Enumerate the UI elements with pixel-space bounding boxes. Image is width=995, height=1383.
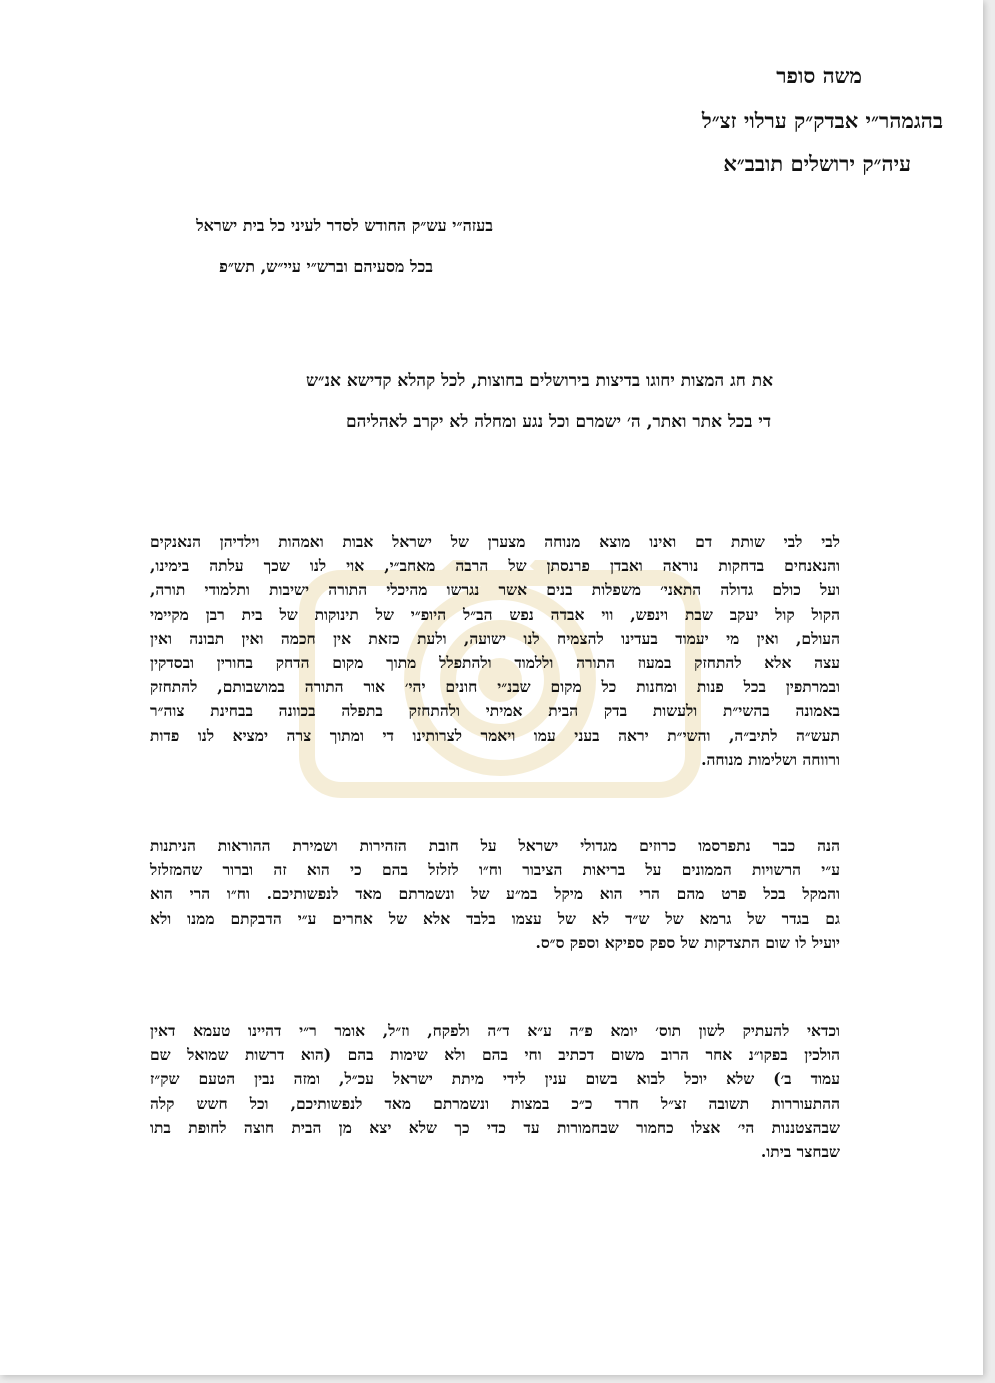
paragraph-line: ע״י הרשויות הממונים על בריאות הציבור וח״ו לזלזל בהם כי הוא זה וברור שהמזלזל	[150, 860, 840, 880]
paragraph-line: וכדאי להעתיק לשון תוס׳ יומא פ״ה ע״א ד״ה ולפקח, וז״ל, אומר ר״י דהיינו טעמא דאין	[150, 1021, 840, 1040]
paragraph-line: באמונה בהשי״ת ולעשות בדק הבית אמיתי ולהתחזק בתפלה בכוונה בבחינת צוה״ר	[150, 701, 840, 721]
paragraph-line: ועל כולם גדולה התאני׳ משפלות בנים אשר נגרשו מהיכלי התורה ישיבות ותלמודי תורה,	[150, 580, 840, 600]
date-line-1: בעזה״י עש״ק החודש לסדר לעיני כל בית ישראל	[196, 216, 493, 235]
paragraph-line: תעש״ה לתיב״ה, והשי״ת יראה בעני עמו ויאמר לצרותינו די ומתוך צרה ימציא לנו פדות	[150, 725, 840, 745]
body-paragraph-3	[150, 1019, 840, 1164]
author-lineage: בהגמהר״י אבדק״ק ערלוי זצ״ל	[701, 108, 943, 133]
paragraph-line: עצה אלא להתחזק במעוז התורה וללמוד ולהתפלל מתוך מקום הדחק בחורין ובסדקין	[150, 652, 840, 672]
author-location: עיה״ק ירושלים תובב״א	[723, 151, 911, 176]
paragraph-line: ורווחה ושלימות מנוחה.	[701, 749, 840, 769]
paragraph-line: עמוד ב׳) שלא יוכל לבוא בשום ענין לידי מיתת ישראל עכ״ל, ומזה נבין הטעם שק״ז	[150, 1069, 840, 1089]
letter-title-line-2: די בכל אתר ואתר, ה׳ ישמרם וכל נגע ומחלה לא יקרב לאהליהם	[346, 412, 771, 432]
paragraph-line: יועיל לו שום התצדקות של ספק ספיקא וספק ס״ס.	[535, 932, 840, 952]
paragraph-line: גם בגדר של גרמא של ש״ד לא של עצמו בלבד אלא של אחרים ע״י הדבקתם ממנו ולא	[150, 908, 840, 928]
body-paragraph-1	[150, 530, 840, 772]
letter-title-line-1: את חג המצות יחוגו בדיצות בירושלים בחוצות, לכל קהלא קדישא אנ״ש	[305, 371, 773, 391]
paragraph-line: לבי לבי שותת דם ואינו מוצא מנוחה מצערן של ישראל אבות ואמהות וילדיהן הנאנקים	[150, 532, 840, 551]
body-paragraph-2	[150, 834, 840, 955]
paragraph-line: והנאנחים בדחקות נוראה ואבדן פרנסתן של הרבה מאחב״י, אוי לנו שכך עלתה בימינו,	[150, 556, 840, 576]
paragraph-line: ובמרתפין בכל פנות ומחנות כל מקום שבנ״י חונים יהי׳ אור התורה במושבותם, להתחזק	[150, 677, 840, 697]
paragraph-line: שבהצטננות הי׳ אצלו כחמור שבחמורות עד כדי כך שלא יצא מן הבית חוצה לחופת בתו	[150, 1117, 840, 1137]
paragraph-line: ההתעוררות תשובה זצ״ל חרד כ״כ במצות ונשמרתם מאד לנפשותיכם, וכל חשש קלה	[150, 1093, 840, 1113]
author-name: משה סופר	[776, 63, 862, 88]
date-line-2: בכל מסעיהם וברש״י עיי״ש, תש״פ	[219, 257, 433, 276]
paragraph-line: הנה כבר נתפרסמו כרוזים מגדולי ישראל על חובת הזהירות ושמירת ההוראות הניתנות	[150, 836, 840, 855]
paragraph-line: הולכין בפקו״נ אחר הרוב משום דכתיב וחי בהם ולא שימות בהם (הוא דרשות שמואל שם	[150, 1045, 840, 1065]
paragraph-line: הקול קול יעקב שבת וינפש, ווי אבדה נפש הב״ל היופ״י של תינוקות של בית רבן מקיימי	[150, 604, 840, 624]
paragraph-line: העולם, ואין מי יעמוד בעדינו להצמיח לנו ישועה, ולעת כזאת אין חכמה ואין תבונה ואין	[150, 628, 840, 648]
paragraph-line: שבחצר ביתו.	[760, 1141, 840, 1161]
paragraph-line: והמקל בכל פרט מהם הרי הוא מיקל במ״ע של ונשמרתם מאד לנפשותיכם. וח״ו הרי הוא	[150, 884, 840, 904]
